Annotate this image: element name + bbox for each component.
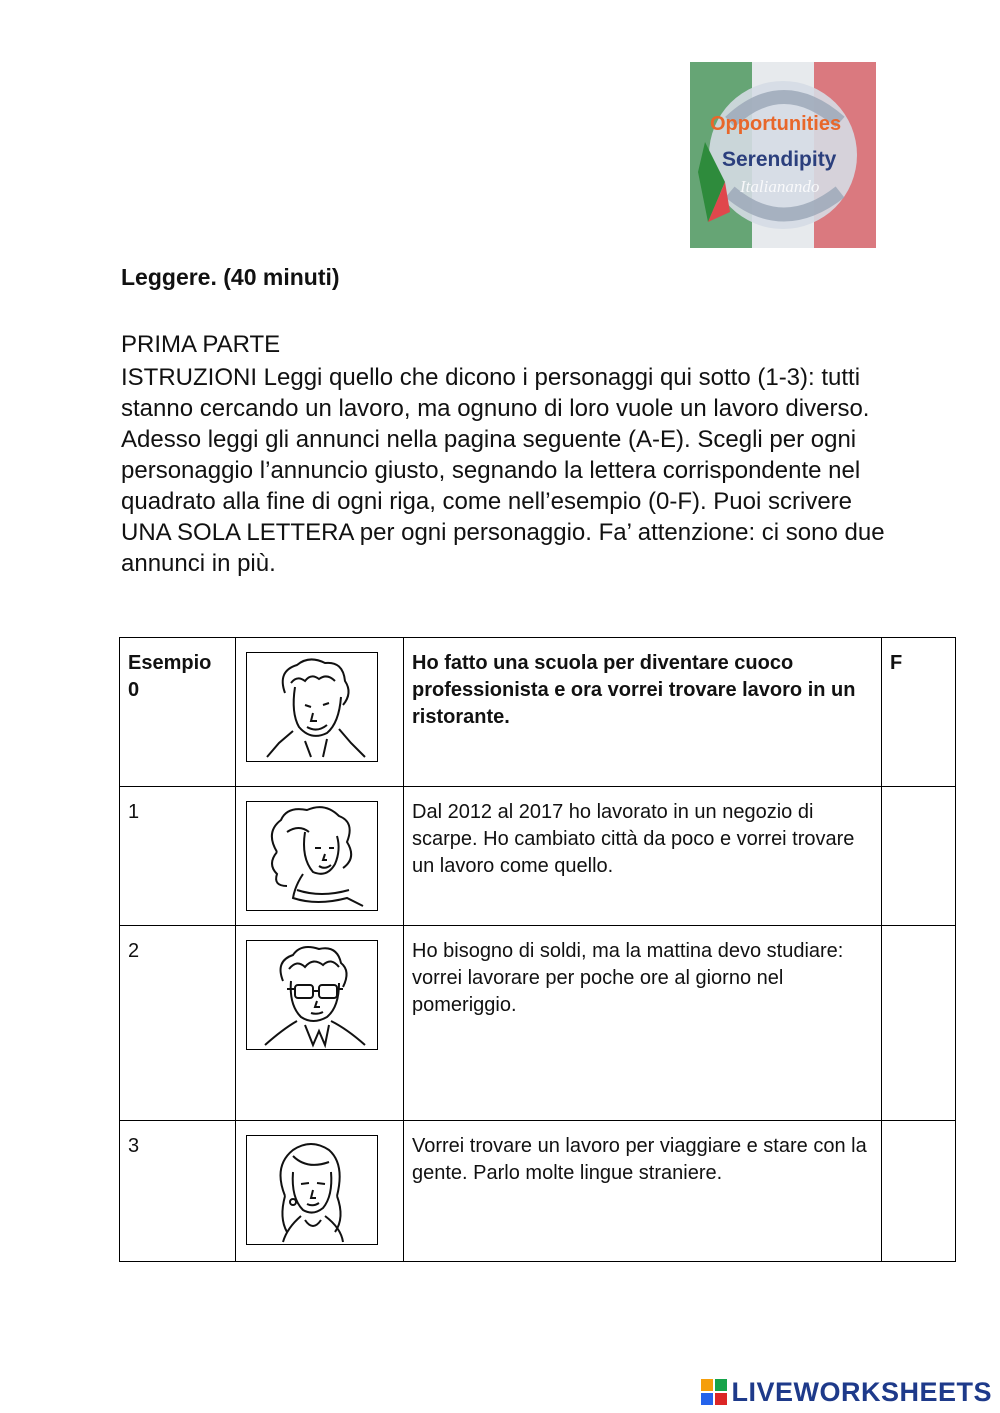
row-text: Dal 2012 al 2017 ho lavorato in un negozio di scarpe. Ho cambiato città da poco e vorrei trovare un lavoro come quello. — [404, 787, 882, 926]
liveworksheets-brand[interactable] — [701, 1375, 992, 1409]
table-row — [120, 787, 956, 926]
woman-with-earrings-icon — [246, 1135, 378, 1245]
answer-input[interactable] — [890, 801, 946, 824]
curly-haired-man-icon — [246, 652, 378, 762]
man-with-glasses-icon — [246, 940, 378, 1050]
instructions-text: ISTRUZIONI Leggi quello che dicono i personaggi qui sotto (1-3): tutti stanno cercando un lavoro, ma ognuno di loro vuole un lavoro diverso. Adesso leggi gli annunci nella pagina seguente (A-E). Scegli per ogni personaggio l’annuncio giusto, segnando la lettera corrispondente nel quadrato alla fine di ogni riga, come nell’esempio (0-F). Puoi scrivere UNA SOLA LETTERA per ogni personaggio. Fa’ attenzione: ci sono due annunci in più. — [121, 364, 885, 577]
brand-text: LIVEWORKSHEETS — [731, 1376, 992, 1407]
persons-table — [119, 637, 956, 1262]
curly-haired-woman-icon — [246, 801, 378, 911]
row-label: 1 — [120, 787, 236, 926]
page-heading: Leggere. (40 minuti) — [121, 264, 340, 290]
row-text: Vorrei trovare un lavoro per viaggiare e stare con la gente. Parlo molte lingue straniere. — [404, 1121, 882, 1262]
answer-input[interactable] — [890, 1135, 946, 1158]
table-row-example — [120, 638, 956, 787]
logo-image — [690, 62, 876, 248]
logo-line2: Serendipity — [722, 148, 837, 171]
logo-line3: Italianando — [740, 177, 820, 196]
answer-value: F — [890, 652, 903, 674]
row-text: Ho bisogno di soldi, ma la mattina devo studiare: vorrei lavorare per poche ore al giorno nel pomeriggio. — [404, 926, 882, 1121]
logo-line1: Opportunities — [710, 113, 842, 135]
section-title: PRIMA PARTE — [121, 331, 281, 358]
answer-cell — [882, 638, 956, 787]
liveworksheets-logo-icon — [701, 1379, 727, 1405]
row-text: Ho fatto una scuola per diventare cuoco professionista e ora vorrei trovare lavoro in un ristorante. — [404, 638, 882, 787]
row-label: Esempio 0 — [120, 638, 236, 787]
answer-cell[interactable] — [882, 787, 956, 926]
table-row — [120, 1121, 956, 1262]
answer-cell[interactable] — [882, 1121, 956, 1262]
row-label: 2 — [120, 926, 236, 1121]
answer-cell[interactable] — [882, 926, 956, 1121]
row-label: 3 — [120, 1121, 236, 1262]
table-row — [120, 926, 956, 1121]
answer-input[interactable] — [890, 940, 946, 963]
